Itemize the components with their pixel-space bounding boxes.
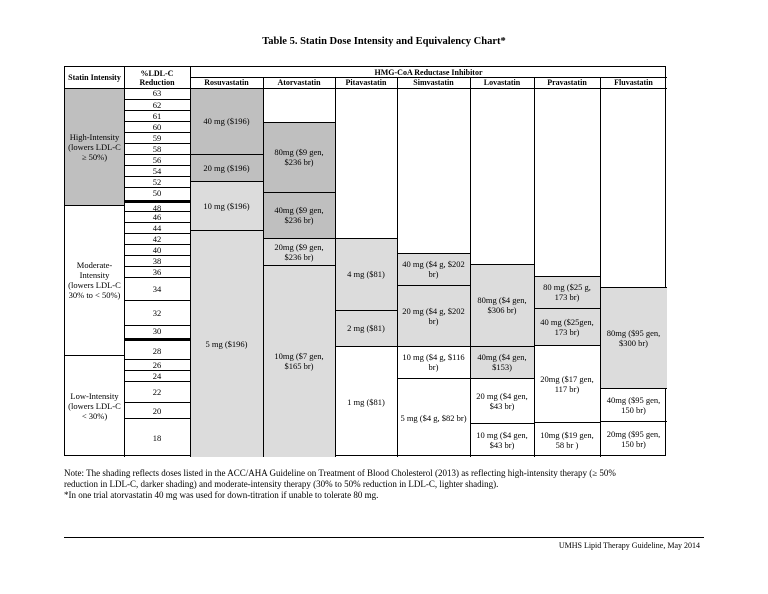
column-rule [470, 77, 471, 457]
intensity-high: High-Intensity (lowers LDL-C ≥ 50%) [65, 88, 124, 205]
column-rule [190, 67, 191, 457]
atorvastatin-empty [263, 88, 335, 122]
note-line-2: reduction in LDL-C, darker shading) and moderate-intensity therapy (30% to 50% reduction in LDL-C, lighter shading). [64, 479, 499, 489]
ldl-reduction-value: 28 [124, 338, 190, 359]
column-rule [263, 77, 264, 457]
dose-border [397, 378, 470, 379]
pitavastatin-empty [335, 88, 397, 238]
dose-border [470, 378, 534, 379]
ldl-reduction-value: 24 [124, 370, 190, 381]
dose-border [190, 181, 263, 182]
pravastatin-40mg: 40 mg ($25gen, 173 br) [534, 308, 600, 345]
rosuvastatin-5mg: 5 mg ($196) [190, 230, 263, 457]
simvastatin-10mg: 10 mg ($4 g, $116 br) [402, 352, 465, 372]
ldl-reduction-value: 42 [124, 233, 190, 244]
dose-border [534, 345, 600, 346]
header-bottom-rule [65, 88, 667, 89]
ldl-reduction-value: 63 [152, 88, 162, 98]
ldl-reduction-value: 50 [124, 187, 190, 198]
rosuvastatin-20mg: 20 mg ($196) [190, 154, 263, 181]
ldl-reduction-value: 62 [124, 99, 190, 110]
ldl-reduction-value: 32 [124, 300, 190, 325]
ldl-reduction-value: 20 [124, 402, 190, 418]
simvastatin-5mg: 5 mg ($4 g, $82 br) [400, 412, 467, 423]
dose-border [397, 253, 470, 254]
rosuvastatin-10mg: 10 mg ($196) [190, 181, 263, 230]
header-simvastatin: Simvastatin [413, 78, 454, 87]
footnote [64, 468, 704, 501]
column-rule [397, 77, 398, 457]
dose-border [263, 238, 335, 239]
column-rule [124, 67, 125, 457]
fluvastatin-empty [600, 88, 667, 287]
atorvastatin-80mg: 80mg ($9 gen, $236 br) [263, 122, 335, 192]
dose-border [534, 276, 600, 277]
ldl-reduction-value: 52 [124, 176, 190, 187]
dose-border [190, 230, 263, 231]
ldl-reduction-value: 30 [124, 325, 190, 336]
atorvastatin-40mg: 40mg ($9 gen, $236 br) [263, 192, 335, 238]
ldl-reduction-value: 61 [124, 110, 190, 121]
header-divider [190, 77, 667, 78]
lovastatin-40mg: 40mg ($4 gen, $153) [470, 346, 534, 378]
rosuvastatin-40mg: 40 mg ($196) [190, 88, 263, 154]
dose-border [335, 238, 397, 239]
ldl-reduction-value: 36 [124, 266, 190, 277]
intensity-low: Low-Intensity (lowers LDL-C < 30%) [68, 391, 121, 421]
pravastatin-empty [534, 88, 600, 276]
intensity-divider [65, 205, 124, 206]
pravastatin-20mg: 20mg ($17 gen, 117 br) [540, 373, 594, 394]
ldl-reduction-value: 56 [124, 154, 190, 165]
ldl-reduction-column [124, 88, 190, 457]
ldl-reduction-value: 60 [124, 121, 190, 132]
header-statin-intensity: Statin Intensity [68, 73, 121, 82]
note-line-1: Note: The shading reflects doses listed in the ACC/AHA Guideline on Treatment of Blood Cholesterol (2013) as reflecting high-intensity therapy (≥ 50% [64, 468, 616, 478]
ldl-reduction-value: 54 [124, 165, 190, 176]
ldl-reduction-value: 38 [124, 255, 190, 266]
dose-border [263, 122, 335, 123]
simvastatin-empty [397, 88, 470, 253]
dose-border [470, 423, 534, 424]
dose-border [470, 264, 534, 265]
pravastatin-80mg: 80 mg ($25 g, 173 br) [534, 276, 600, 308]
pitavastatin-1mg: 1 mg ($81) [347, 396, 385, 407]
header-rosuvastatin: Rosuvastatin [204, 78, 249, 87]
simvastatin-40mg: 40 mg ($4 g, $202 br) [397, 253, 470, 285]
header-pitavastatin: Pitavastatin [345, 78, 387, 87]
header-pravastatin: Pravastatin [547, 78, 587, 87]
ldl-reduction-value: 22 [124, 381, 190, 402]
dose-border [335, 346, 397, 347]
dose-border [600, 388, 667, 389]
note-line-3: *In one trial atorvastatin 40 mg was used for down-titration if unable to tolerate 80 mg. [64, 490, 379, 500]
ldl-reduction-value: 26 [124, 359, 190, 370]
footer-rule [64, 537, 704, 538]
lovastatin-empty [470, 88, 534, 264]
dose-border [263, 265, 335, 266]
intensity-moderate: Moderate-Intensity (lowers LDL-C 30% to < 50%) [68, 260, 121, 300]
ldl-reduction-value: 58 [124, 143, 190, 154]
dose-border [534, 422, 600, 423]
lovastatin-10mg: 10 mg ($4 gen, $43 br) [476, 430, 528, 450]
statin-chart-table [64, 66, 666, 456]
ldl-reduction-value: 46 [124, 211, 190, 222]
dose-border [190, 154, 263, 155]
header-ldl-reduction: %LDL-C Reduction [139, 68, 175, 87]
header-fluvastatin: Fluvastatin [614, 78, 653, 87]
pitavastatin-2mg: 2 mg ($81) [335, 310, 397, 346]
column-rule [600, 77, 601, 457]
pitavastatin-4mg: 4 mg ($81) [335, 238, 397, 310]
dose-border [335, 310, 397, 311]
footer-text: UMHS Lipid Therapy Guideline, May 2014 [558, 541, 700, 550]
dose-border [470, 346, 534, 347]
ldl-reduction-value: 59 [124, 132, 190, 143]
fluvastatin-20mg: 20mg ($95 gen, 150 br) [606, 429, 661, 449]
ldl-reduction-value: 40 [124, 244, 190, 255]
lovastatin-20mg: 20 mg ($4 gen, $43 br) [476, 390, 528, 411]
fluvastatin-40mg: 40mg ($95 gen, 150 br) [606, 394, 661, 415]
dose-border [600, 287, 667, 288]
dose-border [263, 192, 335, 193]
ldl-reduction-value: 34 [124, 277, 190, 300]
dose-border [397, 346, 470, 347]
header-hmg-coa: HMG-CoA Reductase Inhibitor [374, 67, 483, 77]
column-rule [534, 77, 535, 457]
table-title: Table 5. Statin Dose Intensity and Equivalency Chart* [262, 36, 506, 47]
simvastatin-20mg: 20 mg ($4 g, $202 br) [397, 285, 470, 346]
ldl-reduction-value: 48 [124, 200, 190, 211]
column-rule [335, 77, 336, 457]
ldl-reduction-value: 44 [124, 222, 190, 233]
dose-border [397, 285, 470, 286]
intensity-divider [65, 355, 124, 356]
dose-border [534, 308, 600, 309]
atorvastatin-20mg: 20mg ($9 gen, $236 br) [263, 238, 335, 265]
header-atorvastatin: Atorvastatin [277, 78, 321, 87]
fluvastatin-80mg: 80mg ($95 gen, $300 br) [600, 287, 667, 388]
header-lovastatin: Lovastatin [483, 78, 521, 87]
atorvastatin-10mg: 10mg ($7 gen, $165 br) [263, 265, 335, 457]
ldl-reduction-value: 18 [124, 418, 190, 457]
dose-border [600, 421, 667, 422]
pravastatin-10mg: 10mg ($19 gen, 58 br ) [540, 429, 594, 450]
lovastatin-80mg: 80mg ($4 gen, $306 br) [470, 264, 534, 346]
